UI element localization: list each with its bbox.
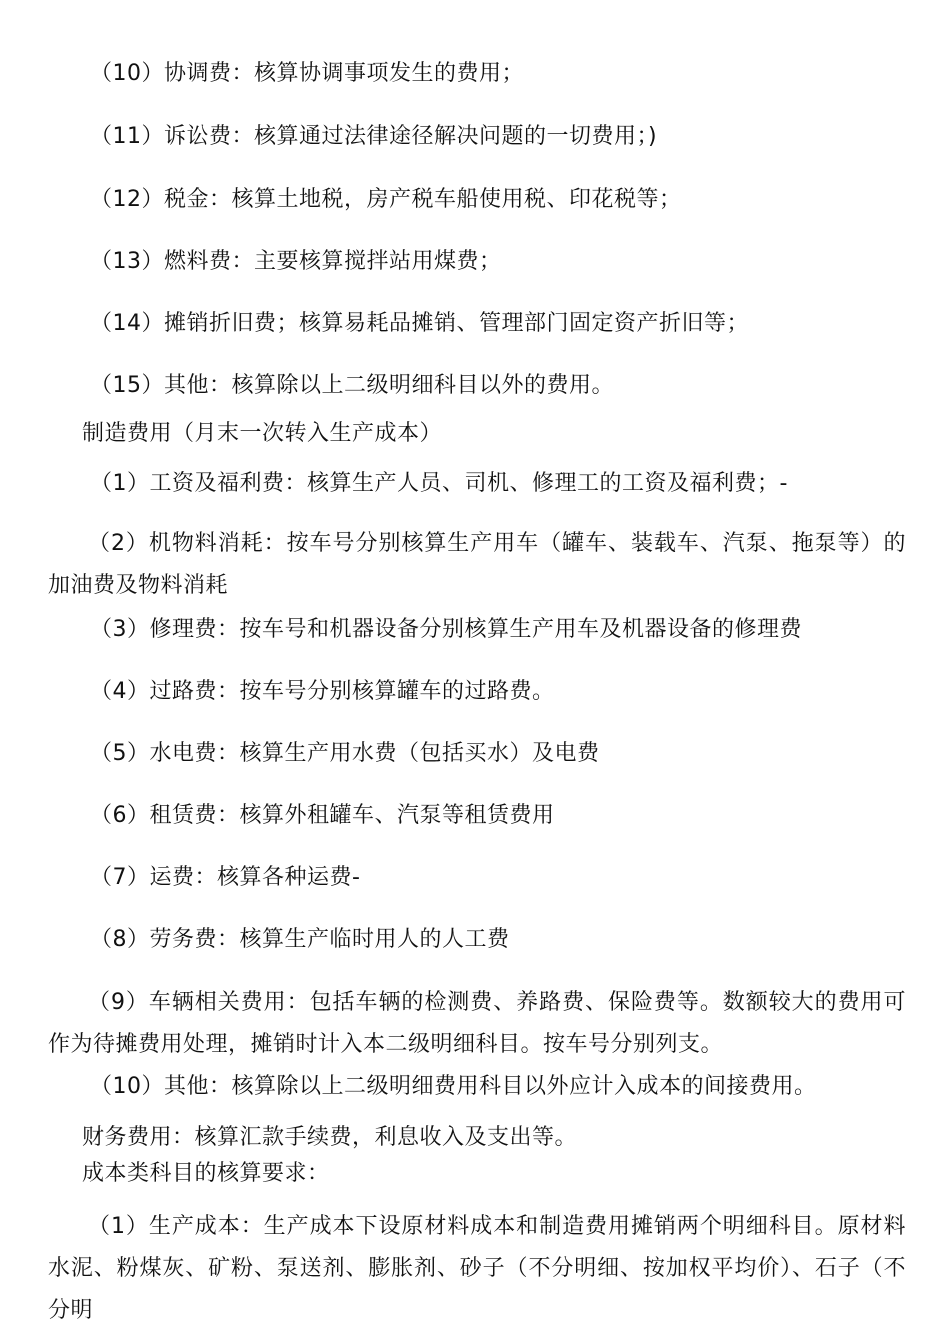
item-utilities: （5）水电费：核算生产用水费（包括买水）及电费 <box>90 741 600 766</box>
section-heading-manufacturing-overhead: 制造费用（月末一次转入生产成本） <box>82 421 443 446</box>
item-rental-fee: （6）租赁费：核算外租罐车、汽泵等租赁费用 <box>90 803 555 828</box>
item-litigation-fee: （11）诉讼费：核算通过法律途径解决问题的一切费用；) <box>90 124 658 149</box>
item-fuel-fee: （13）燃料费：主要核算搅拌站用煤费； <box>90 249 502 274</box>
item-other-overhead: （10）其他：核算除以上二级明细费用科目以外应计入成本的间接费用。 <box>90 1074 817 1099</box>
item-wages-welfare: （1）工资及福利费：核算生产人员、司机、修理工的工资及福利费；- <box>90 471 788 496</box>
item-amortization-depreciation: （14）摊销折旧费；核算易耗品摊销、管理部门固定资产折旧等； <box>90 311 749 336</box>
section-heading-cost-accounting: 成本类科目的核算要求： <box>82 1161 330 1186</box>
item-toll-fee: （4）过路费：按车号分别核算罐车的过路费。 <box>90 679 555 704</box>
item-taxes: （12）税金：核算土地税，房产税车船使用税、印花税等； <box>90 187 682 212</box>
item-freight: （7）运费：核算各种运费- <box>90 865 361 890</box>
item-coordination-fee: （10）协调费：核算协调事项发生的费用； <box>90 61 524 86</box>
item-vehicle-related-fees: （9）车辆相关费用：包括车辆的检测费、养路费、保险费等。数额较大的费用可作为待摊费用处理，摊销时计入本二级明细科目。按车号分别列支。 <box>48 990 906 1057</box>
item-other-admin: （15）其他：核算除以上二级明细科目以外的费用。 <box>90 373 614 398</box>
item-production-cost: （1）生产成本：生产成本下设原材料成本和制造费用摊销两个明细科目。原材料水泥、粉煤灰、矿粉、泵送剂、膨胀剂、砂子（不分明细、按加权平均价）、石子（不分明 <box>48 1214 906 1323</box>
item-materials-consumption: （2）机物料消耗：按车号分别核算生产用车（罐车、装载车、汽泵、拖泵等）的加油费及物料消耗 <box>48 531 906 598</box>
item-repair-fee: （3）修理费：按车号和机器设备分别核算生产用车及机器设备的修理费 <box>90 617 802 642</box>
section-heading-financial-expenses: 财务费用：核算汇款手续费，利息收入及支出等。 <box>82 1125 578 1150</box>
item-labor-service: （8）劳务费：核算生产临时用人的人工费 <box>90 927 510 952</box>
